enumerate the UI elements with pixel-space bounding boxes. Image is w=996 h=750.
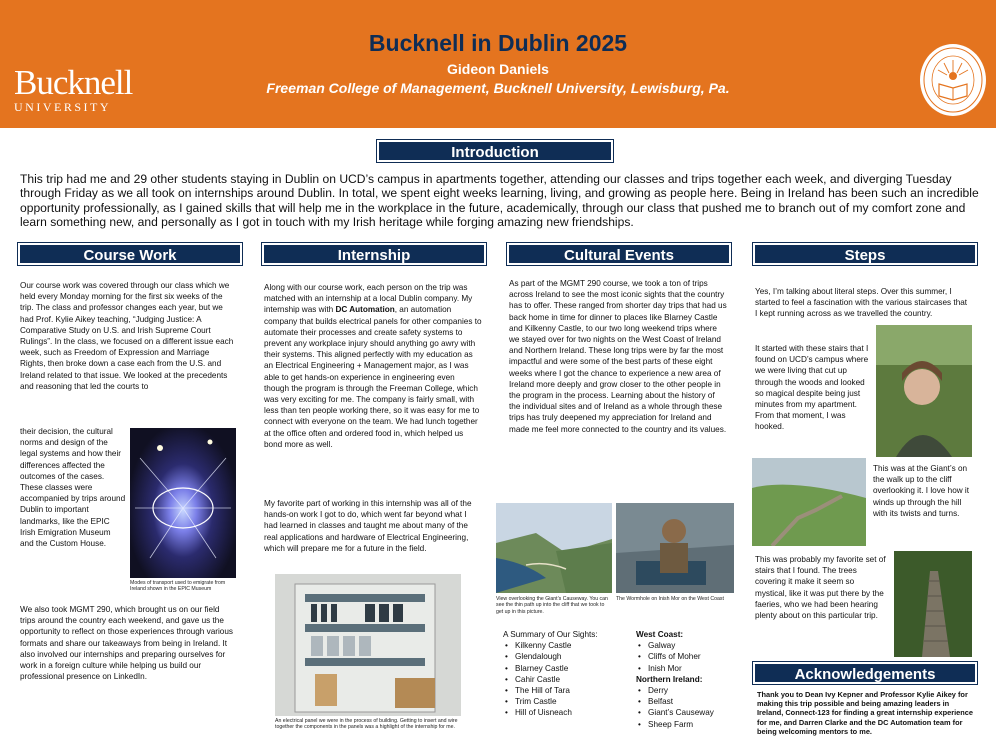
wormhole-photo bbox=[616, 503, 734, 593]
list-item: • Belfast bbox=[636, 696, 736, 707]
logo-subtitle: UNIVERSITY bbox=[14, 100, 111, 114]
list-item: • Derry bbox=[636, 685, 736, 696]
electrical-panel-photo bbox=[275, 574, 461, 716]
poster-title: Bucknell in Dublin 2025 bbox=[368, 30, 628, 56]
list-item: • Cliffs of Moher bbox=[636, 651, 736, 662]
sights-summary-list bbox=[503, 629, 633, 719]
poster-college: Freeman College of Management, Bucknell University, Lewisburg, Pa. bbox=[266, 80, 730, 96]
list-item: • Sheep Farm bbox=[636, 719, 736, 730]
northern-ireland-title: Northern Ireland: bbox=[636, 674, 703, 684]
epic-museum-photo bbox=[130, 428, 236, 578]
steps-paragraph-1: Yes, I’m talking about literal steps. Over this summer, I started to feel a fascination with the various staircases that I kept running across as we travelled the country. bbox=[755, 287, 968, 319]
internship-paragraph-2: My favorite part of working in this internship was all of the hands-on work I got to do, which went far beyond what I had learned in classes and taught me about many of the real applications and hardware of Electrical Engineering, which will prepare me for a future in the field. bbox=[264, 499, 472, 553]
introduction-heading: Introduction bbox=[377, 140, 613, 162]
west-coast-title: West Coast: bbox=[636, 630, 684, 639]
introduction-text: This trip had me and 29 other students staying in Dublin on UCD’s campus in apartments together, attending our classes and trips together each week, and diverging Tuesday through Friday as we all took on internships around Dublin. In total, we spent eight weeks learning, living, and growing as people here. Being in Ireland has been such an incredible opportunity professionally, as I gained skills that will help me in the workplace in the future, academically, through our class that pushed me to branch out of my comfort zone and learn something new, and personally as I got in touch with my Irish heritage while forging amazing new friendships. bbox=[20, 172, 979, 230]
steps-paragraph-4: This was probably my favorite set of stairs that I found. The trees covering it make it seem so mystical, like it was put there by the faeries, who we had been hearing plenty about on this particular trip. bbox=[755, 555, 886, 621]
course-work-heading: Course Work bbox=[18, 243, 242, 265]
list-item: • Giant’s Causeway bbox=[636, 707, 736, 718]
list-item: • Cahir Castle bbox=[503, 674, 633, 685]
giants-causeway-photo bbox=[496, 503, 612, 593]
list-item: • Blarney Castle bbox=[503, 663, 633, 674]
list-item: • The Hill of Tara bbox=[503, 685, 633, 696]
acknowledgements-text: Thank you to Dean Ivy Kepner and Professor Kylie Aikey for making this trip possible and being amazing leaders in Ireland, Connect-123 for finding a great internship experience for me, and Darren Clarke and the DC Automation team for being welcoming mentors to me. bbox=[757, 690, 974, 736]
list-item: • Hill of Uisneach bbox=[503, 707, 633, 718]
west-coast-list bbox=[636, 640, 736, 674]
weekend-trips-list bbox=[636, 629, 736, 730]
logo-wordmark: Bucknell bbox=[14, 63, 133, 102]
university-seal-icon bbox=[918, 42, 988, 118]
giants-causeway-caption: View overlooking the Giant’s Causeway. You can see the thin path up into the cliff that we took to get up in this picture. bbox=[496, 596, 608, 615]
steps-paragraph-3: This was at the Giant’s on the walk up to the cliff overlooking it. I love how it winds up through the hill with its twists and turns. bbox=[873, 464, 970, 518]
poster-author: Gideon Daniels bbox=[447, 61, 549, 77]
cultural-events-text: As part of the MGMT 290 course, we took a ton of trips across Ireland to see the most iconic sights that the country has to offer. These ranged from shorter day trips that had us back home in time for dinner to places like Blarney Castle and Kilkenny Castle, to our two long weekend trips where we stayed over for two nights on the West Coast of Ireland and Northern Ireland. These long trips were by far the most impactful and were some of the best parts of these eight weeks where I got the chance to experience a new area of Ireland more deeply and grow closer to the other people in the program in the process. Learning about the history of the individual sites and of Ireland as a whole through these trips has truly deepened my appreciation for Ireland and made me feel more connected to the country and its values. bbox=[509, 279, 727, 434]
steps-heading: Steps bbox=[753, 243, 977, 265]
ucd-stairs-selfie-photo bbox=[876, 325, 972, 457]
course-work-paragraph-2: We also took MGMT 290, which brought us on our field trips around the country each weekend, and gave us the opportunity to reflect on those experiences through various formats and share our takeaways from being in Ireland. It also involved our internships and preparing ourselves for work in a foreign culture while helping us build our professional presence on LinkedIn. bbox=[20, 605, 234, 682]
day-trip-sights-list bbox=[503, 640, 633, 718]
course-work-paragraph-1-continued: their decision, the cultural norms and design of the legal systems and how their differences affected the outcomes of the cases. These classes were accompanied by trips around Dublin to important landmarks, like the EPIC Irish Emigration Museum and the Custom House. bbox=[20, 427, 126, 549]
forest-stairs-photo bbox=[894, 551, 972, 657]
giants-stairs-photo bbox=[752, 458, 866, 546]
acknowledgements-heading: Acknowledgements bbox=[753, 662, 977, 684]
bucknell-logo bbox=[14, 63, 133, 115]
sights-summary-title: A Summary of Our Sights: bbox=[503, 630, 598, 639]
northern-ireland-list bbox=[636, 685, 736, 730]
wormhole-caption: The Wormhole on Inish Mor on the West Coast bbox=[616, 596, 724, 602]
list-item: • Kilkenny Castle bbox=[503, 640, 633, 651]
company-name: DC Automation bbox=[335, 305, 395, 315]
list-item: • Glendalough bbox=[503, 651, 633, 662]
internship-heading: Internship bbox=[262, 243, 486, 265]
list-item: • Inish Mor bbox=[636, 663, 736, 674]
list-item: • Galway bbox=[636, 640, 736, 651]
steps-paragraph-2: It started with these stairs that I found on UCD’s campus where we were living that cut up through the woods and looked so magical despite being just minutes from my apartment. From that moment, I was hooked. bbox=[755, 344, 869, 432]
course-work-paragraph-1: Our course work was covered through our class which we held every Monday morning for the first six weeks of the trip. The class and professor changes each year, but we had Prof. Kylie Aikey teaching, “Judging Justice: A Comparative Study on U.S. and Irish Supreme Court Rulings”. In the class, we focused on a different issue each week, such as Freedom of Expression and Marriage Rights, then broke down a case each from the U.S. and Ireland related to that issue. We looked at the precedents and reasoning that led the courts to bbox=[20, 281, 234, 391]
internship-paragraph-1: Along with our course work, each person on the trip was matched with an internship at a local Dublin company. My internship was with DC Automation, an automation company that builds electrical panels for other companies to automate their processes and create safety systems to prevent any workplace injury should anything go awry with their systems. This aligned perfectly with my education as an Electrical Engineering + Management major, as I was able to get hands-on experience in engineering even though the program is through the Freeman College, which was very exciting for me. The company is fairly small, with less than ten people working there, so it was easy for me to connect with everyone on the team. We had lunch together at the office often and ordered food in, which helped us bond more as well. bbox=[264, 283, 482, 449]
electrical-panel-caption: An electrical panel we were in the process of building. Getting to insert and wire together the components in the panels was a highlight of the internship for me. bbox=[275, 718, 458, 731]
poster-header bbox=[0, 0, 996, 128]
epic-museum-caption: Modes of transport used to emigrate from Ireland shown in the EPIC Museum bbox=[130, 580, 226, 593]
cultural-events-heading: Cultural Events bbox=[507, 243, 731, 265]
list-item: • Trim Castle bbox=[503, 696, 633, 707]
